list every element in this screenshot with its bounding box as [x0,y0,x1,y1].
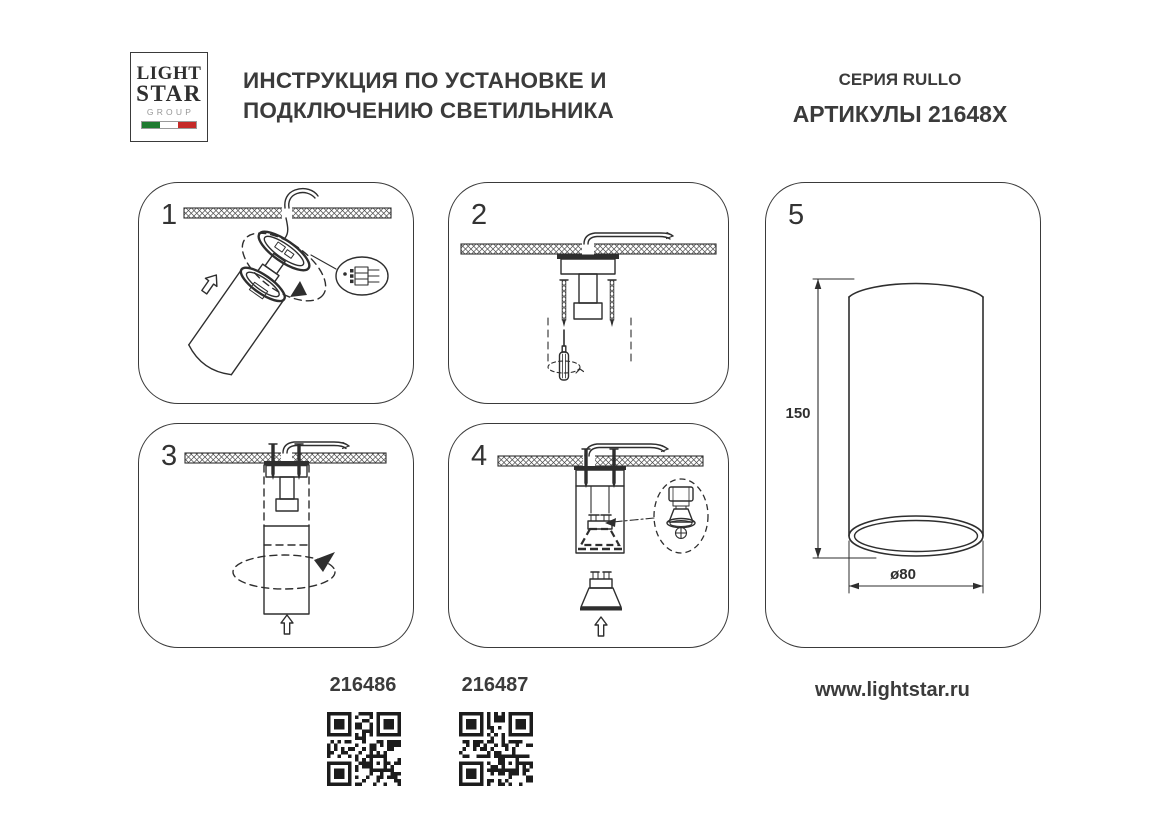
screw-left [560,280,568,327]
ceiling-band [498,455,703,467]
title-line-2: ПОДКЛЮЧЕНИЮ СВЕТИЛЬНИКА [243,98,614,123]
logo-text-group: GROUP [146,107,195,117]
articles-label: АРТИКУЛЫ 21648X [792,101,1008,127]
series-label: СЕРИЯ RULLO [838,70,962,89]
callout-arrow [605,518,654,527]
article-code-216487: 216487 [461,674,529,696]
push-arrow [281,615,293,634]
cylinder-outline [849,284,983,556]
supply-wire [283,442,349,453]
mounting-plate [557,255,619,320]
step-number-2: 2 [471,199,488,231]
step-2-drawing [449,183,728,403]
page-title [243,66,614,126]
step-number-1: 1 [161,199,178,231]
article-code-216486: 216486 [329,674,397,696]
logo-text-light: LIGHT [136,63,202,84]
supply-wire [584,233,673,245]
italy-flag-stripe [141,121,197,129]
step-1-drawing [139,183,413,403]
guide-lines [548,318,631,364]
step-number-4: 4 [471,440,488,472]
logo-text-star: STAR [136,81,202,106]
push-arrow [595,617,607,636]
ceiling-band [461,243,716,255]
series-block [765,70,1035,128]
gu10-lamp [580,572,622,609]
qr-code-216486 [327,712,401,786]
website-url: www.lightstar.ru [815,679,970,701]
push-arrow [199,271,223,296]
mounting-plate [264,461,309,511]
screwdriver [548,330,584,380]
height-dimension-label: 150 [785,405,811,422]
screw-right [608,280,616,327]
step-panel-4 [448,423,729,648]
gu10-lamp-detail [654,479,708,553]
lamp-body-cylinder [185,262,290,380]
step-number-5: 5 [788,199,805,231]
step-panel-5 [765,182,1041,648]
diameter-dimension-label: ø80 [890,566,916,583]
lightstar-logo [130,52,208,142]
fixture-body [574,466,626,553]
step-number-3: 3 [161,440,178,472]
step-panel-2 [448,182,729,404]
title-line-1: ИНСТРУКЦИЯ ПО УСТАНОВКЕ И [243,68,607,93]
supply-wire [585,444,668,456]
dimension-height [813,279,876,558]
ceiling-band [184,207,391,219]
step-4-drawing [449,424,728,647]
lamp-body-cylinder [264,465,309,614]
qr-code-216487 [459,712,533,786]
step-panel-3 [138,423,414,648]
step-panel-1 [138,182,414,404]
rotation-arrow [233,552,335,589]
step-3-drawing [139,424,413,647]
